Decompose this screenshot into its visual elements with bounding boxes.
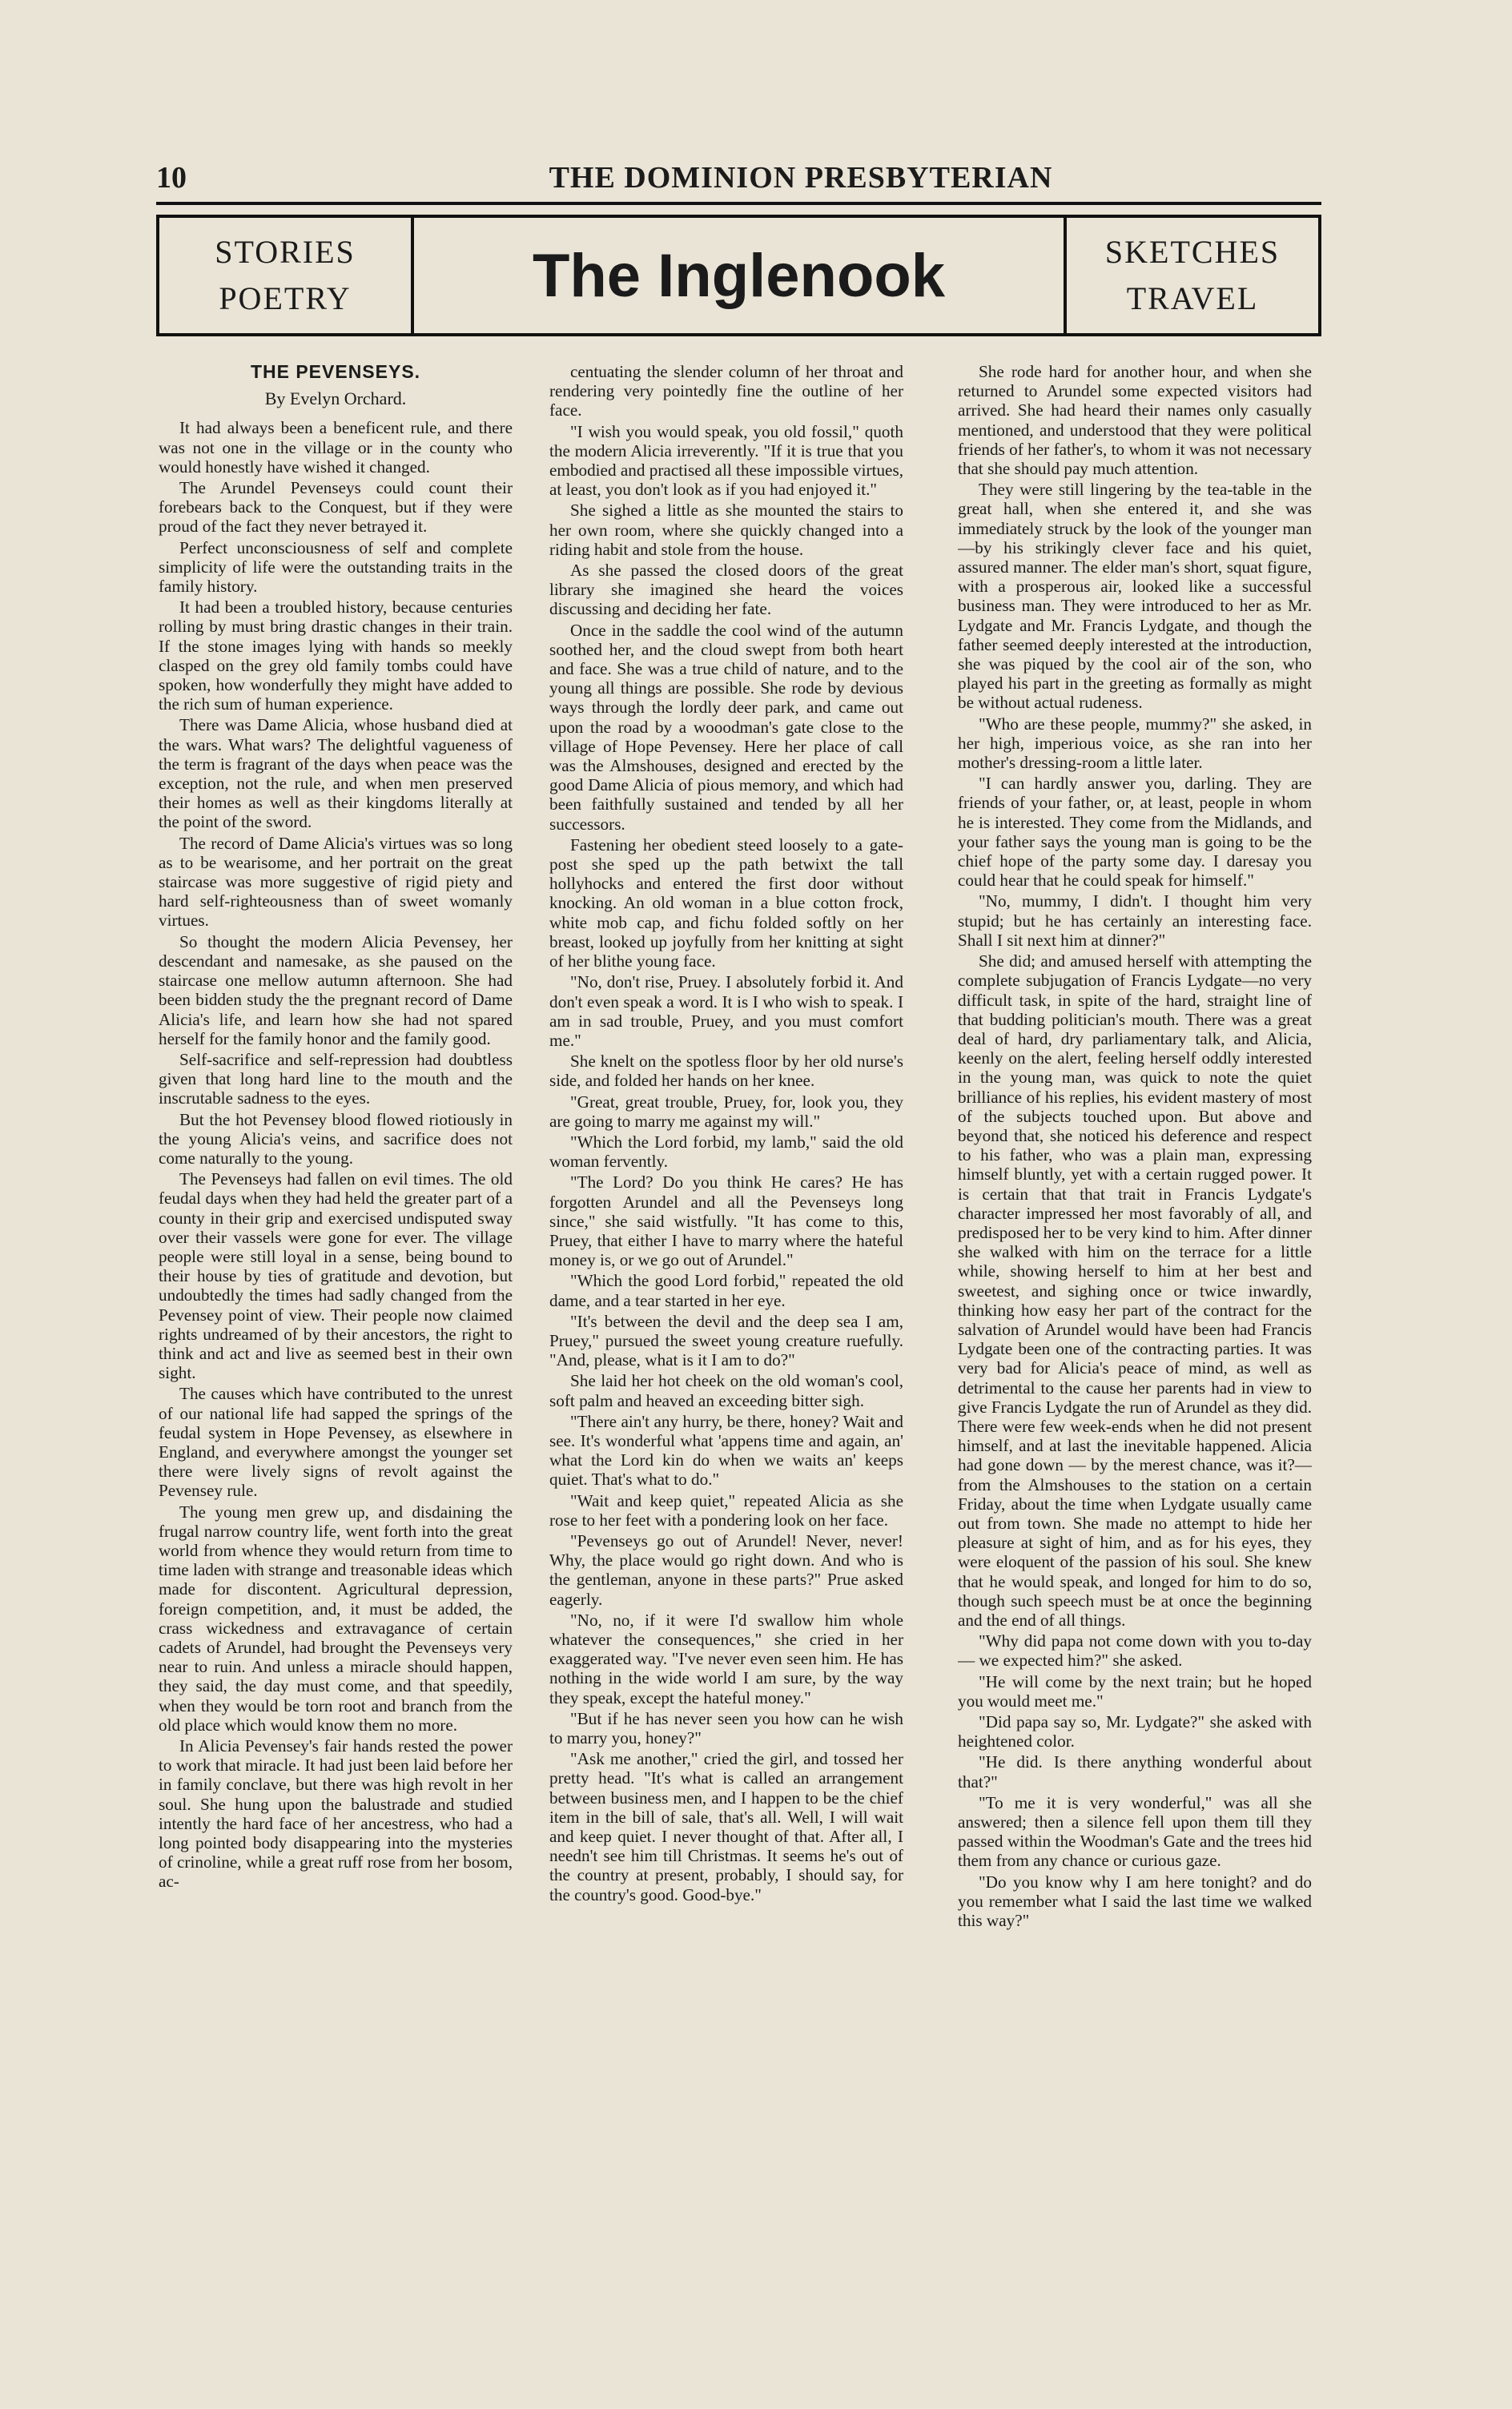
paragraph: She laid her hot cheek on the old woman's cool, soft palm and heaved an exceeding bitter sigh.: [549, 1371, 903, 1410]
article-byline: By Evelyn Orchard.: [264, 388, 407, 409]
paragraph: "No, mummy, I didn't. I thought him very stupid; but he has certainly an interesting face. Shall I sit next him at dinner?": [958, 891, 1312, 950]
paragraph: "Who are these people, mummy?" she asked, in her high, imperious voice, as she ran into her mother's dressing-room a little later.: [958, 714, 1312, 773]
paragraph: It had been a troubled history, because centuries rolling by must bring drastic changes in their train. If the stone images lying with hands so meekly clasped on the grey old family tombs could have spoken, how wonderfully they might have added to the rich sum of human experience.: [159, 597, 513, 714]
paragraph: "Why did papa not come down with you to-day — we expected him?" she asked.: [958, 1631, 1312, 1671]
masthead-right-box: [1064, 218, 1318, 333]
paragraph: "No, no, if it were I'd swallow him whole whatever the consequences," she cried in her exaggerated way. "I've never even seen him. He has nothing in the wide world I am sure, by the way they speak, except the hateful money.": [549, 1610, 903, 1707]
paragraph: centuating the slender column of her throat and rendering very pointedly fine the outline of her face.: [549, 362, 903, 420]
paragraph: "He will come by the next train; but he hoped you would meet me.": [958, 1671, 1312, 1711]
masthead-sketches-label: SKETCHES: [1104, 234, 1281, 270]
publication-title: THE DOMINION PRESBYTERIAN: [549, 161, 1053, 195]
paragraph: "I can hardly answer you, darling. They are friends of your father, or, at least, people in whom he is interested. They come from the Midlands, and your father says the young man is going to be the chief hope of the party some day. I daresay you could hear that he could speak for himself.": [958, 774, 1312, 891]
page-number: 10: [156, 161, 187, 195]
paragraph: "Pevenseys go out of Arundel! Never, never! Why, the place would go right down. And who is the gentleman, anyone in these parts?" Prue asked eagerly.: [549, 1530, 903, 1609]
paragraph: "Wait and keep quiet," repeated Alicia as she rose to her feet with a pondering look on her face.: [549, 1490, 903, 1530]
paragraph: The young men grew up, and disdaining the frugal narrow country life, went forth into the great world from whence they would return from time to time laden with strange and treasonable ideas which made for discontent. Agricultural depression, foreign competition, and, it must be added, the crass wickedness and extravagance of certain cadets of Arundel, had brought the Pevenseys very near to ruin. And unless a miracle should happen, they said, the day must come, and that speedily, when they would be torn root and branch from the old place which would know them no more.: [159, 1502, 513, 1735]
paragraph: Self-sacrifice and self-repression had doubtless given that long hard line to the mouth and the inscrutable sadness to the eyes.: [159, 1049, 513, 1108]
paragraph: "Do you know why I am here tonight? and do you remember what I said the last time we walked this way?": [958, 1872, 1312, 1931]
paragraph: The Pevenseys had fallen on evil times. The old feudal days when they had held the greater part of a county in their grip and exercised undisputed sway over their vassels were gone for ever. The village people were still loyal in a sense, being bound to their house by ties of gratitude and devotion, but undoubtedly the times had sadly changed from the Pevensey point of view. Their people now claimed rights undreamed of by their ancestors, the right to think and act and live as seemed best in their own sight.: [159, 1169, 513, 1383]
text-column-1: [159, 362, 513, 2236]
paragraph: So thought the modern Alicia Pevensey, her descendant and namesake, as she paused on the staircase one mellow autumn afternoon. She had been bidden study the the pregnant record of Dame Alicia's life, and learn how she had not spared herself for the family honor and the family good.: [159, 931, 513, 1048]
paragraph: "There ain't any hurry, be there, honey? Wait and see. It's wonderful what 'appens time and again, an' what the Lord kin do when we waits an' keeps quiet. That's what to do.": [549, 1411, 903, 1490]
article-title: THE PEVENSEYS.: [250, 362, 421, 382]
paragraph: Perfect unconsciousness of self and complete simplicity of life were the outstanding traits in the family history.: [159, 537, 513, 597]
paragraph: As she passed the closed doors of the great library she imagined she heard the voices discussing and deciding her fate.: [549, 561, 903, 619]
paragraph: "It's between the devil and the deep sea I am, Pruey," pursued the sweet young creature ruefully. "And, please, what is it I am to do?": [549, 1311, 903, 1370]
paragraph: "But if he has never seen you how can he wish to marry you, honey?": [549, 1708, 903, 1748]
masthead-stories-label: STORIES: [215, 234, 356, 270]
paragraph: The Arundel Pevenseys could count their forebears back to the Conquest, but if they were proud of the fact they never betrayed it.: [159, 478, 513, 537]
paragraph: "I wish you would speak, you old fossil," quoth the modern Alicia irreverently. "If it is true that you embodied and practised all these impossible virtues, at least, you don't look as if you had enjoyed it.": [549, 421, 903, 500]
column-2-body: [549, 362, 903, 1904]
paragraph: "Which the good Lord forbid," repeated the old dame, and a tear started in her eye.: [549, 1271, 903, 1310]
column-1-body: [159, 418, 513, 1891]
header-rule: [156, 202, 1321, 205]
paragraph: The causes which have contributed to the unrest of our national life had sapped the springs of the feudal system in Hope Pevensey, as elsewhere in England, and everywhere amongst the younger set there were lively signs of revolt against the Pevensey rule.: [159, 1384, 513, 1501]
paragraph: "Great, great trouble, Pruey, for, look you, they are going to marry me against my will.": [549, 1092, 903, 1131]
paragraph: In Alicia Pevensey's fair hands rested the power to work that miracle. It had just been laid before her in family conclave, but there was high revolt in her soul. She hung upon the balustrade and studied intently the hard face of her ancestress, who had a long pointed body disappearing into the mysteries of crinoline, while a great ruff rose from her bosom, ac-: [159, 1736, 513, 1892]
paragraph: She did; and amused herself with attempting the complete subjugation of Francis Lydgate—no very difficult task, in spite of the hard, straight line of that budding politician's mouth. There was a great deal of hard, dry parliamentary talk, and Alicia, keenly on the alert, feeling herself oddly interested in the young man, was quick to note the quiet brilliance of his replies, his evident mastery of most of the subjects touched upon. But above and beyond that, she noticed his deference and respect to his father, who was a plain man, expressing himself bluntly, yet with a certain rugged power. It is certain that that trait in Francis Lydgate's character impressed her most favorably of all, and predisposed her to be very kind to him. After dinner she walked with him on the terrace for a little while, showing herself to him at her best and sweetest, and sighing once or twice inwardly, thinking how easy her part of the contract for the salvation of Arundel would have been had Francis Lydgate been one of the contracting parties. It was very bad for Alicia's peace of mind, as well as detrimental to the cause her parents had in view to give Francis Lydgate the run of Arundel as they did. There were few week-ends when he did not present himself, and at last the inevitable happened. Alicia had gone down — by the merest chance, was it?—from the Almshouses to the station on a certain Friday, about the time when Lydgate usually came out from town. She made no attempt to hide her pleasure at sight of him, and as for his eyes, they were eloquent of the passion of his soul. She knew that he would speak, and longed for him to do so, though such speech must be at once the beginning and the end of all things.: [958, 951, 1312, 1630]
masthead-travel-label: TRAVEL: [1126, 280, 1259, 316]
text-column-2: [549, 362, 903, 2236]
paragraph: It had always been a beneficent rule, and there was not one in the village or in the county who would honestly have wished it changed.: [159, 418, 513, 477]
paragraph: "Which the Lord forbid, my lamb," said the old woman fervently.: [549, 1132, 903, 1172]
paragraph: "Ask me another," cried the girl, and tossed her pretty head. "It's what is called an arrangement between business men, and I happen to be the chief item in the bill of sale, that's all. Well, I will wait and keep quiet. I never thought of that. After all, I needn't see him till Christmas. It seems he's out of the country at present, probably, I should say, for the country's good. Good-bye.": [549, 1749, 903, 1904]
column-3-body: [958, 362, 1312, 1930]
paragraph: "Did papa say so, Mr. Lydgate?" she asked with heightened color.: [958, 1712, 1312, 1751]
paragraph: She knelt on the spotless floor by her old nurse's side, and folded her hands on her knee.: [549, 1052, 903, 1091]
paragraph: Fastening her obedient steed loosely to a gate-post she sped up the path betwixt the tall hollyhocks and entered the first door without knocking. An old woman in a blue cotton frock, white mob cap, and fichu folded softly on her breast, looked up joyfully from her knitting at sight of her blithe young face.: [549, 835, 903, 971]
paragraph: "To me it is very wonderful," was all she answered; then a silence fell upon them till they passed within the Woodman's Gate and the trees hid them from any chance or curious gaze.: [958, 1792, 1312, 1871]
paragraph: "The Lord? Do you think He cares? He has forgotten Arundel and all the Pevenseys long since," she said wistfully. "It has come to this, Pruey, that either I have to marry where the hateful money is, or we go out of Arundel.": [549, 1172, 903, 1270]
paragraph: "He did. Is there anything wonderful about that?": [958, 1752, 1312, 1792]
paragraph: She sighed a little as she mounted the stairs to her own room, where she quickly changed into a riding habit and stole from the house.: [549, 501, 903, 559]
paragraph: "No, don't rise, Pruey. I absolutely forbid it. And don't even speak a word. It is I who wish to speak. I am in sad trouble, Pruey, and you must comfort me.": [549, 972, 903, 1050]
section-masthead: [156, 215, 1321, 336]
paragraph: They were still lingering by the tea-table in the great hall, when she entered it, and she was immediately struck by the look of the younger man—by his strikingly clever face and his quiet, assured manner. The elder man's short, squat figure, with a prosperous air, looked like a successful business man. They were introduced to her as Mr. Lydgate and Mr. Francis Lydgate, and though the father seemed deeply interested at the introduction, she was piqued by the cool air of the son, who played his part in the greeting as formally as might be without actual rudeness.: [958, 480, 1312, 713]
masthead-left-box: [159, 218, 414, 333]
masthead-poetry-label: POETRY: [219, 280, 352, 316]
text-column-3: [958, 362, 1312, 2236]
paragraph: But the hot Pevensey blood flowed riotiously in the young Alicia's veins, and sacrifice does not come naturally to the young.: [159, 1109, 513, 1168]
paragraph: The record of Dame Alicia's virtues was so long as to be wearisome, and her portrait on the great staircase was more suggestive of rigid piety and hard self-righteousness than of sweet womanly virtues.: [159, 833, 513, 931]
section-title: The Inglenook: [532, 241, 946, 310]
paragraph: Once in the saddle the cool wind of the autumn soothed her, and the cloud swept from both heart and face. She was a true child of nature, and to the young all things are possible. She rode by devious ways through the lordly deer park, and came out upon the road by a wooodman's gate close to the village of Hope Pevensey. Here her place of call was the Almshouses, designed and erected by the good Dame Alicia of pious memory, and which had been faithfully sustained and tended by all her successors.: [549, 620, 903, 834]
paragraph: There was Dame Alicia, whose husband died at the wars. What wars? The delightful vagueness of the term is fragrant of the days when peace was the exception, not the rule, and when men preserved their homes as well as their kingdoms literally at the point of the sword.: [159, 715, 513, 832]
paragraph: She rode hard for another hour, and when she returned to Arundel some expected visitors had arrived. She had heard their names only casually mentioned, and understood that they were political friends of her father's, to whom it was not necessary that she should pay much attention.: [958, 362, 1312, 479]
